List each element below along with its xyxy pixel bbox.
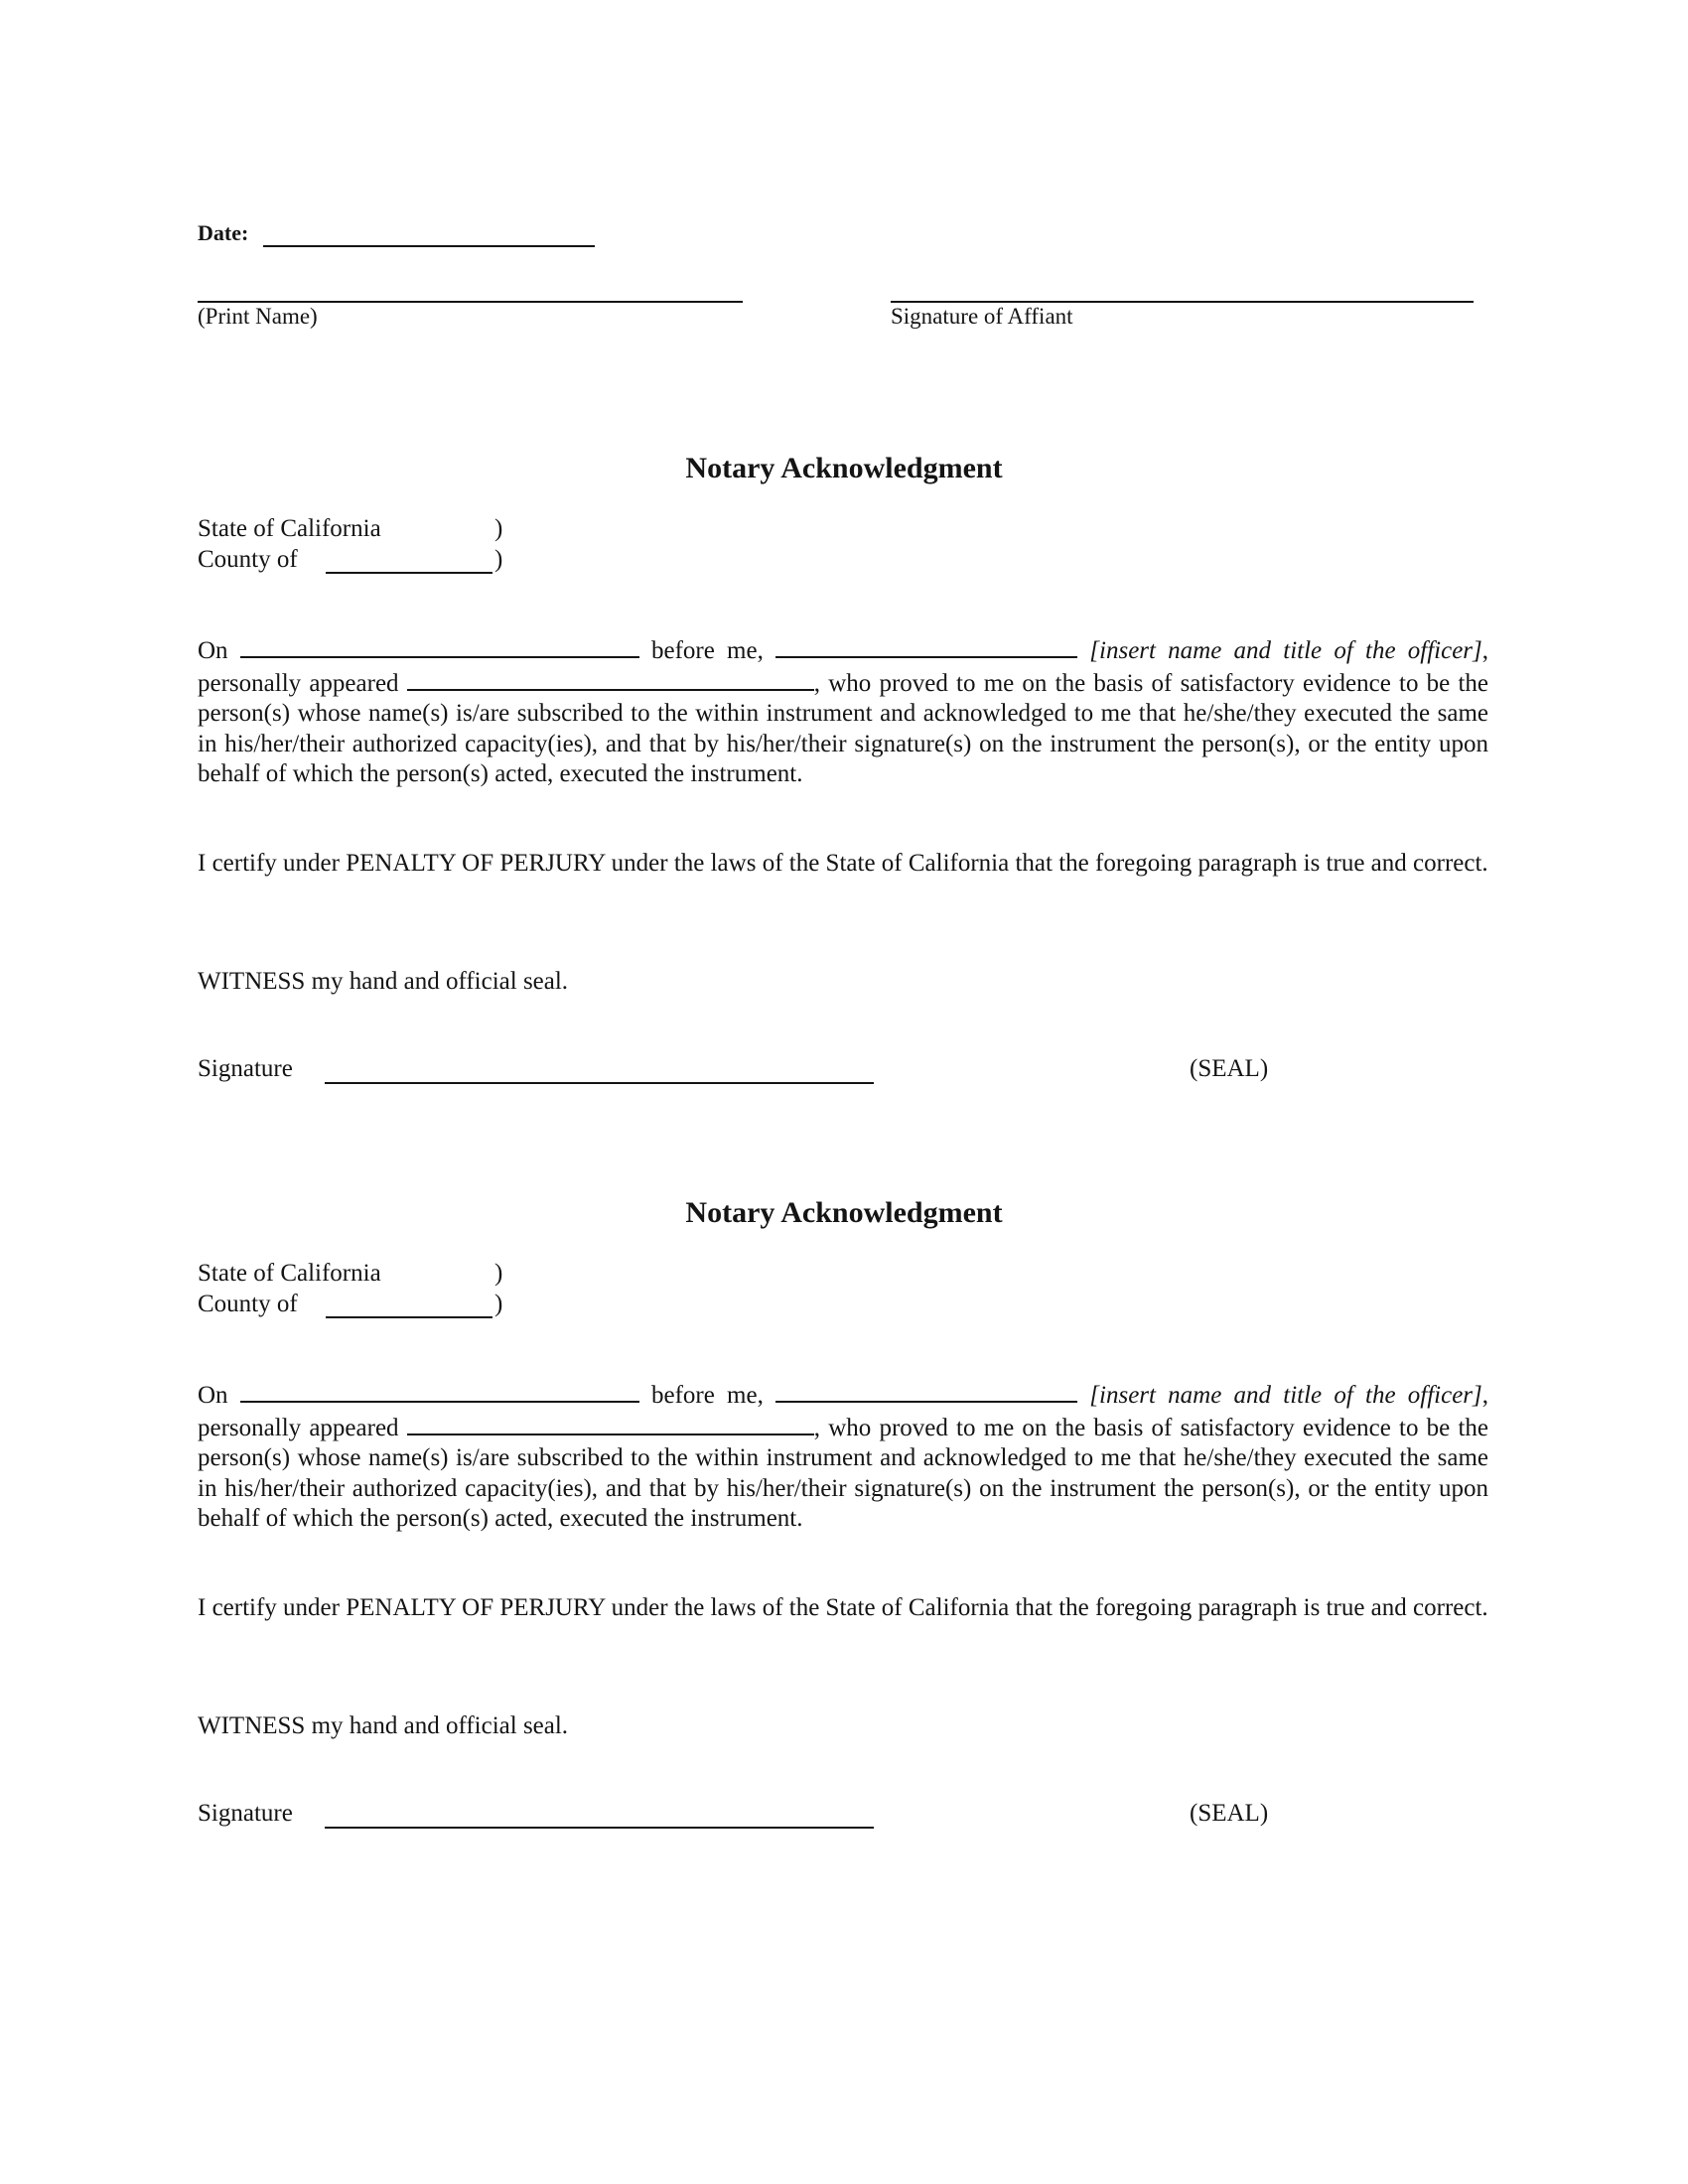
county-line[interactable] [326, 572, 492, 574]
state-label: State of California [198, 1260, 381, 1287]
seal-label: (SEAL) [1190, 1055, 1269, 1082]
personally-appeared-label: , personally appeared [198, 637, 1489, 697]
acknowledgment-paragraph [198, 634, 1488, 790]
before-me-label: before me, [651, 1382, 764, 1409]
state-label: State of California [198, 515, 381, 542]
appeared-blank[interactable] [407, 667, 814, 691]
proved-text: , who proved to me on the basis of satisfactory evidence to be the person(s) whose name(s) is/are subscribed to the within instrument and acknowledged to me that he/she/they executed the same in his/her/their authorized capacity(ies), and that by his/her/their signature(s) on the instrument the person(s), or the entity upon behalf of which the person(s) acted, executed the instrument. [198, 669, 1488, 788]
notary-acknowledgment-2 [0, 1196, 1688, 1951]
venue-block [198, 1258, 525, 1319]
acknowledgment-paragraph [198, 1379, 1488, 1535]
notary-title: Notary Acknowledgment [685, 452, 1003, 484]
county-label: County of [198, 1291, 298, 1317]
print-name-line[interactable] [198, 301, 743, 303]
signature-line[interactable] [325, 1082, 874, 1084]
proved-text: , who proved to me on the basis of satisfactory evidence to be the person(s) whose name(s) is/are subscribed to the within instrument and acknowledged to me that he/she/they executed the same in his/her/their authorized capacity(ies), and that by his/her/their signature(s) on the instrument the person(s), or the entity upon behalf of which the person(s) acted, executed the instrument. [198, 1414, 1488, 1533]
on-label: On [198, 637, 228, 664]
seal-label: (SEAL) [1190, 1800, 1269, 1827]
officer-blank[interactable] [775, 634, 1077, 658]
officer-blank[interactable] [775, 1379, 1077, 1403]
before-me-label: before me, [651, 637, 764, 664]
venue-block [198, 513, 525, 575]
notary-title: Notary Acknowledgment [685, 1196, 1003, 1229]
personally-appeared-label: , personally appeared [198, 1382, 1489, 1441]
county-line[interactable] [326, 1316, 492, 1318]
insert-officer-text: [insert name and title of the officer] [1089, 1382, 1482, 1409]
county-label: County of [198, 546, 298, 573]
venue-paren: ) [494, 1260, 503, 1287]
signature-label: Signature [198, 1055, 293, 1082]
print-name-label: (Print Name) [198, 304, 318, 329]
venue-paren: ) [494, 515, 503, 542]
venue-paren: ) [494, 546, 503, 573]
notary-acknowledgment-1 [0, 452, 1688, 1206]
signature-label: Signature [198, 1800, 293, 1827]
date-blank[interactable] [240, 634, 639, 658]
on-label: On [198, 1382, 228, 1409]
signature-affiant-label: Signature of Affiant [891, 304, 1073, 329]
signature-affiant-line[interactable] [891, 301, 1474, 303]
date-label: Date: [198, 220, 249, 245]
date-blank[interactable] [240, 1379, 639, 1403]
date-line[interactable] [263, 245, 595, 247]
appeared-blank[interactable] [407, 1412, 814, 1435]
venue-paren: ) [494, 1291, 503, 1317]
witness-text: WITNESS my hand and official seal. [198, 968, 569, 995]
certify-paragraph: I certify under PENALTY OF PERJURY under the laws of the State of California that the foregoing paragraph is true and correct. [198, 850, 1488, 877]
witness-text: WITNESS my hand and official seal. [198, 1712, 569, 1739]
signature-line[interactable] [325, 1827, 874, 1829]
insert-officer-text: [insert name and title of the officer] [1089, 637, 1482, 664]
certify-paragraph: I certify under PENALTY OF PERJURY under the laws of the State of California that the foregoing paragraph is true and correct. [198, 1594, 1488, 1621]
